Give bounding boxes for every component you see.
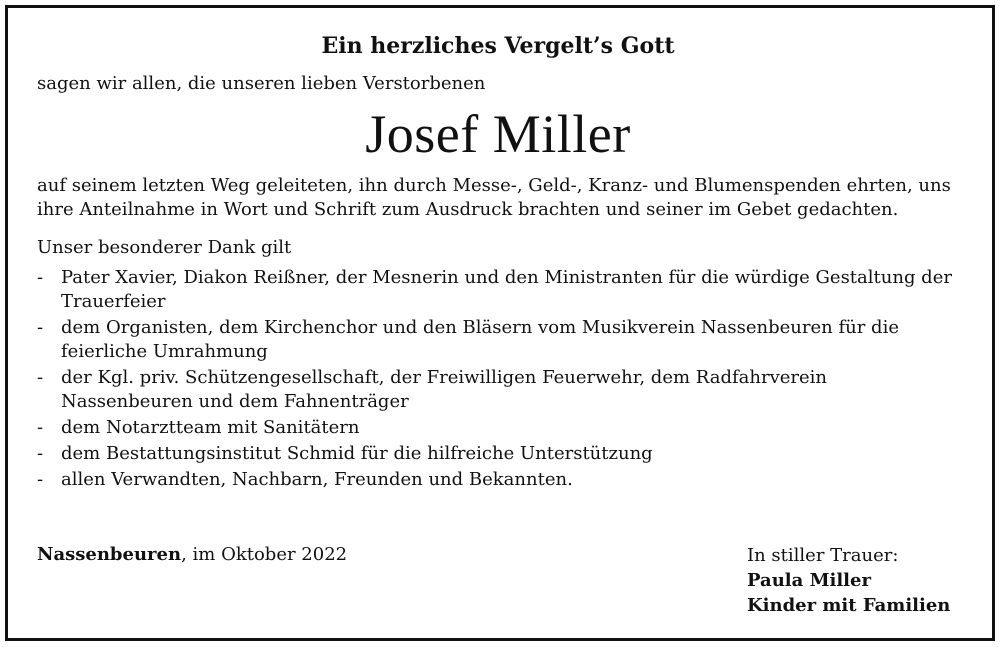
thanks-item: [37, 266, 959, 314]
thanks-item: [37, 442, 959, 466]
deceased-name: Josef Miller: [365, 104, 631, 164]
thanks-item: [37, 316, 959, 364]
signature-name: Kinder mit Familien: [747, 595, 951, 616]
signature-block: [747, 543, 950, 618]
place-date: [37, 543, 347, 567]
thanks-item-text: allen Verwandten, Nachbarn, Freunden und Bekannten.: [61, 469, 573, 490]
notice-footer: [37, 543, 959, 623]
thanks-item-text: dem Bestattungsinstitut Schmid für die hilfreiche Unterstützung: [61, 443, 653, 464]
thanks-item: [37, 468, 959, 492]
thanks-item-text: dem Organisten, dem Kirchenchor und den Bläsern vom Musikverein Nassenbeuren für die feierliche Umrahmung: [61, 317, 899, 362]
signature-label: In stiller Trauer:: [747, 545, 899, 566]
thanks-item-text: Pater Xavier, Diakon Reißner, der Mesnerin und den Ministranten für die würdige Gestaltung der Trauerfeier: [61, 267, 952, 312]
signature-name: Paula Miller: [747, 570, 871, 591]
thanks-intro: Unser besonderer Dank gilt: [37, 237, 292, 258]
list-dash: -: [37, 417, 44, 438]
thanks-list: [37, 266, 959, 492]
body-text: auf seinem letzten Weg geleiteten, ihn durch Messe-, Geld-, Kranz- und Blumenspenden ehrten, uns ihre Anteilnahme in Wort und Schrift zum Ausdruck brachten und seiner im Gebet gedachten.: [37, 175, 951, 220]
notice-content: [37, 30, 959, 494]
list-dash: -: [37, 443, 44, 464]
thanks-item: [37, 366, 959, 414]
list-dash: -: [37, 317, 44, 338]
thanks-item-text: dem Notarztteam mit Sanitätern: [61, 417, 360, 438]
thanks-item: [37, 416, 959, 440]
date-text: , im Oktober 2022: [181, 544, 348, 565]
place-name: Nassenbeuren: [37, 544, 182, 565]
notice-heading: Ein herzliches Vergelt’s Gott: [321, 33, 675, 59]
thanks-item-text: der Kgl. priv. Schützengesellschaft, der Freiwilligen Feuerwehr, dem Radfahrverein Nassenbeuren und dem Fahnenträger: [61, 367, 828, 412]
list-dash: -: [37, 367, 44, 388]
intro-text: sagen wir allen, die unseren lieben Verstorbenen: [37, 73, 486, 94]
list-dash: -: [37, 267, 44, 288]
list-dash: -: [37, 469, 44, 490]
